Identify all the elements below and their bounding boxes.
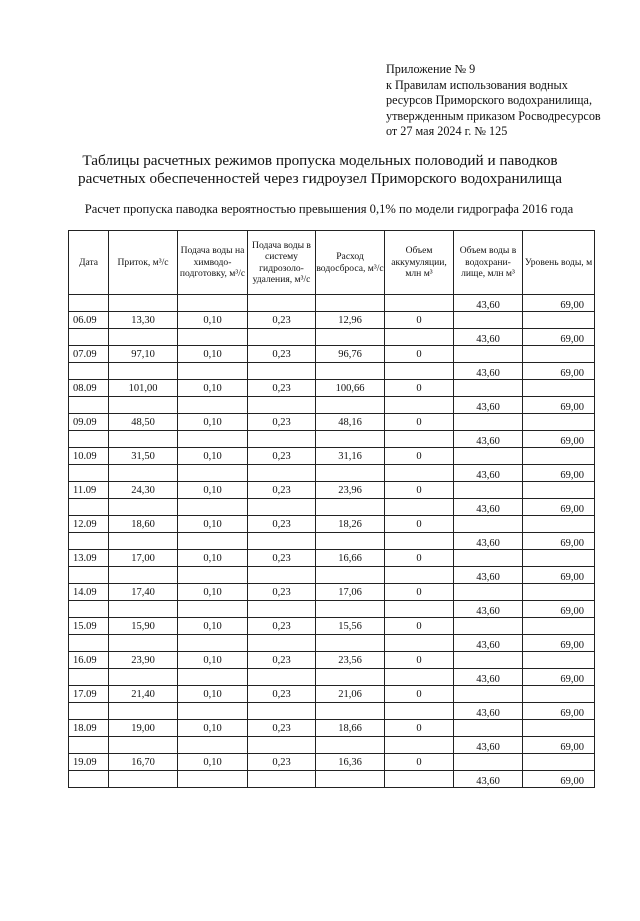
cell-accum: 0 xyxy=(385,312,454,329)
cell-volume: 43,60 xyxy=(454,703,523,720)
cell-chem: 0,10 xyxy=(178,550,248,567)
table-row xyxy=(69,686,595,703)
cell-level xyxy=(523,550,595,567)
table-row xyxy=(69,737,595,754)
cell-volume: 43,60 xyxy=(454,601,523,618)
cell-accum: 0 xyxy=(385,686,454,703)
cell-inflow xyxy=(109,737,178,754)
cell-discharge: 12,96 xyxy=(316,312,385,329)
cell-discharge: 48,16 xyxy=(316,414,385,431)
cell-inflow: 48,50 xyxy=(109,414,178,431)
cell-inflow: 23,90 xyxy=(109,652,178,669)
cell-ash xyxy=(248,363,316,380)
cell-discharge xyxy=(316,737,385,754)
table-row xyxy=(69,346,595,363)
cell-volume: 43,60 xyxy=(454,499,523,516)
cell-level xyxy=(523,652,595,669)
table-row xyxy=(69,363,595,380)
cell-level: 69,00 xyxy=(523,737,595,754)
cell-accum xyxy=(385,397,454,414)
cell-accum: 0 xyxy=(385,652,454,669)
header-accumulation: Объем аккумуляции, млн м³ xyxy=(385,231,454,295)
cell-accum xyxy=(385,669,454,686)
cell-level: 69,00 xyxy=(523,669,595,686)
cell-ash: 0,23 xyxy=(248,720,316,737)
cell-accum: 0 xyxy=(385,414,454,431)
table-row xyxy=(69,414,595,431)
cell-inflow: 101,00 xyxy=(109,380,178,397)
cell-volume xyxy=(454,312,523,329)
cell-chem: 0,10 xyxy=(178,448,248,465)
cell-date xyxy=(69,465,109,482)
cell-volume: 43,60 xyxy=(454,669,523,686)
cell-ash xyxy=(248,703,316,720)
cell-chem xyxy=(178,499,248,516)
cell-chem xyxy=(178,295,248,312)
cell-accum xyxy=(385,499,454,516)
cell-level: 69,00 xyxy=(523,635,595,652)
cell-discharge: 16,36 xyxy=(316,754,385,771)
cell-volume: 43,60 xyxy=(454,533,523,550)
appendix-line: Приложение № 9 xyxy=(386,62,476,76)
cell-chem xyxy=(178,669,248,686)
cell-chem xyxy=(178,329,248,346)
cell-level: 69,00 xyxy=(523,703,595,720)
cell-date: 15.09 xyxy=(69,618,109,635)
cell-inflow xyxy=(109,703,178,720)
cell-discharge xyxy=(316,499,385,516)
cell-chem: 0,10 xyxy=(178,482,248,499)
cell-inflow: 31,50 xyxy=(109,448,178,465)
cell-discharge: 18,66 xyxy=(316,720,385,737)
cell-volume xyxy=(454,652,523,669)
header-date: Дата xyxy=(69,231,109,295)
cell-chem: 0,10 xyxy=(178,618,248,635)
table-row xyxy=(69,516,595,533)
cell-volume xyxy=(454,346,523,363)
cell-chem xyxy=(178,465,248,482)
cell-discharge xyxy=(316,601,385,618)
table-row-initial xyxy=(69,295,595,312)
cell-date xyxy=(69,601,109,618)
cell-inflow: 13,30 xyxy=(109,312,178,329)
header-inflow: Приток, м³/с xyxy=(109,231,178,295)
cell-volume xyxy=(454,550,523,567)
cell-inflow: 19,00 xyxy=(109,720,178,737)
cell-date xyxy=(69,431,109,448)
cell-volume xyxy=(454,754,523,771)
table-row xyxy=(69,567,595,584)
table-row xyxy=(69,635,595,652)
table-row xyxy=(69,312,595,329)
cell-volume xyxy=(454,516,523,533)
cell-level: 69,00 xyxy=(523,567,595,584)
cell-volume: 43,60 xyxy=(454,363,523,380)
cell-ash: 0,23 xyxy=(248,516,316,533)
cell-date xyxy=(69,703,109,720)
cell-level xyxy=(523,312,595,329)
cell-discharge: 16,66 xyxy=(316,550,385,567)
cell-discharge: 21,06 xyxy=(316,686,385,703)
cell-level: 69,00 xyxy=(523,601,595,618)
cell-ash: 0,23 xyxy=(248,652,316,669)
cell-date xyxy=(69,567,109,584)
table-row xyxy=(69,720,595,737)
cell-discharge xyxy=(316,465,385,482)
cell-date: 17.09 xyxy=(69,686,109,703)
table-row xyxy=(69,703,595,720)
cell-accum xyxy=(385,567,454,584)
cell-level xyxy=(523,346,595,363)
header-ash-supply: Подача воды в систему гидрозоло-удаления, м³/с xyxy=(248,231,316,295)
cell-ash xyxy=(248,499,316,516)
cell-discharge: 23,96 xyxy=(316,482,385,499)
cell-accum: 0 xyxy=(385,720,454,737)
cell-chem: 0,10 xyxy=(178,584,248,601)
cell-accum xyxy=(385,771,454,788)
cell-discharge: 23,56 xyxy=(316,652,385,669)
cell-date xyxy=(69,295,109,312)
cell-volume xyxy=(454,686,523,703)
table-row xyxy=(69,329,595,346)
cell-ash: 0,23 xyxy=(248,414,316,431)
cell-inflow: 24,30 xyxy=(109,482,178,499)
cell-ash xyxy=(248,431,316,448)
cell-chem: 0,10 xyxy=(178,754,248,771)
appendix-line: ресурсов Приморского водохранилища, xyxy=(386,93,592,108)
appendix-line: утвержденным приказом Росводресурсов xyxy=(386,108,601,123)
cell-accum xyxy=(385,635,454,652)
cell-chem xyxy=(178,397,248,414)
cell-date xyxy=(69,635,109,652)
cell-date: 16.09 xyxy=(69,652,109,669)
cell-accum: 0 xyxy=(385,754,454,771)
table-row xyxy=(69,431,595,448)
cell-date xyxy=(69,737,109,754)
cell-ash xyxy=(248,669,316,686)
cell-date: 13.09 xyxy=(69,550,109,567)
cell-volume: 43,60 xyxy=(454,465,523,482)
cell-date xyxy=(69,329,109,346)
cell-accum: 0 xyxy=(385,380,454,397)
table-row xyxy=(69,618,595,635)
cell-ash xyxy=(248,601,316,618)
cell-chem xyxy=(178,431,248,448)
cell-date: 14.09 xyxy=(69,584,109,601)
cell-accum: 0 xyxy=(385,448,454,465)
cell-discharge: 96,76 xyxy=(316,346,385,363)
table-row xyxy=(69,465,595,482)
table-row xyxy=(69,652,595,669)
cell-date xyxy=(69,499,109,516)
cell-chem xyxy=(178,771,248,788)
cell-inflow xyxy=(109,567,178,584)
cell-discharge xyxy=(316,771,385,788)
cell-accum xyxy=(385,465,454,482)
appendix-note xyxy=(386,62,636,140)
cell-level xyxy=(523,516,595,533)
cell-date: 09.09 xyxy=(69,414,109,431)
cell-ash: 0,23 xyxy=(248,550,316,567)
cell-chem xyxy=(178,703,248,720)
cell-inflow xyxy=(109,771,178,788)
cell-discharge xyxy=(316,431,385,448)
cell-level xyxy=(523,720,595,737)
cell-accum: 0 xyxy=(385,584,454,601)
cell-accum xyxy=(385,363,454,380)
header-chem-supply: Подача воды на химводо-подготовку, м³/с xyxy=(178,231,248,295)
cell-volume: 43,60 xyxy=(454,431,523,448)
cell-inflow xyxy=(109,635,178,652)
cell-volume xyxy=(454,720,523,737)
table-row xyxy=(69,601,595,618)
cell-level xyxy=(523,618,595,635)
cell-ash xyxy=(248,329,316,346)
cell-accum: 0 xyxy=(385,618,454,635)
cell-ash xyxy=(248,295,316,312)
cell-level: 69,00 xyxy=(523,465,595,482)
cell-level xyxy=(523,584,595,601)
table-header-row xyxy=(69,231,595,295)
cell-accum xyxy=(385,431,454,448)
cell-discharge xyxy=(316,635,385,652)
cell-accum xyxy=(385,533,454,550)
cell-ash: 0,23 xyxy=(248,584,316,601)
cell-ash: 0,23 xyxy=(248,312,316,329)
cell-date xyxy=(69,771,109,788)
title-line-2: расчетных обеспеченностей через гидроузел Приморского водохранилища xyxy=(78,170,562,187)
cell-inflow: 97,10 xyxy=(109,346,178,363)
table-row xyxy=(69,380,595,397)
flood-routing-table xyxy=(68,230,595,788)
cell-date: 18.09 xyxy=(69,720,109,737)
cell-volume: 43,60 xyxy=(454,567,523,584)
cell-date xyxy=(69,669,109,686)
cell-discharge: 17,06 xyxy=(316,584,385,601)
cell-ash xyxy=(248,397,316,414)
cell-date: 19.09 xyxy=(69,754,109,771)
document-title xyxy=(0,152,640,188)
cell-discharge xyxy=(316,669,385,686)
table-row xyxy=(69,584,595,601)
cell-accum xyxy=(385,329,454,346)
cell-ash xyxy=(248,465,316,482)
cell-discharge xyxy=(316,363,385,380)
cell-accum xyxy=(385,295,454,312)
cell-ash xyxy=(248,533,316,550)
cell-inflow: 15,90 xyxy=(109,618,178,635)
cell-ash: 0,23 xyxy=(248,686,316,703)
cell-inflow xyxy=(109,363,178,380)
cell-accum: 0 xyxy=(385,482,454,499)
table-row xyxy=(69,771,595,788)
cell-volume: 43,60 xyxy=(454,771,523,788)
cell-volume: 43,60 xyxy=(454,737,523,754)
cell-accum xyxy=(385,703,454,720)
cell-discharge xyxy=(316,703,385,720)
cell-chem: 0,10 xyxy=(178,652,248,669)
cell-inflow: 21,40 xyxy=(109,686,178,703)
cell-inflow xyxy=(109,499,178,516)
cell-inflow xyxy=(109,533,178,550)
cell-level: 69,00 xyxy=(523,771,595,788)
cell-date xyxy=(69,363,109,380)
cell-chem: 0,10 xyxy=(178,312,248,329)
cell-chem: 0,10 xyxy=(178,720,248,737)
cell-level xyxy=(523,754,595,771)
cell-volume xyxy=(454,482,523,499)
cell-discharge: 15,56 xyxy=(316,618,385,635)
cell-inflow xyxy=(109,669,178,686)
cell-chem: 0,10 xyxy=(178,346,248,363)
cell-date: 11.09 xyxy=(69,482,109,499)
cell-volume: 43,60 xyxy=(454,397,523,414)
cell-chem: 0,10 xyxy=(178,380,248,397)
cell-volume: 43,60 xyxy=(454,295,523,312)
cell-discharge xyxy=(316,329,385,346)
cell-inflow: 18,60 xyxy=(109,516,178,533)
cell-chem: 0,10 xyxy=(178,414,248,431)
cell-level: 69,00 xyxy=(523,363,595,380)
cell-chem xyxy=(178,737,248,754)
cell-level: 69,00 xyxy=(523,329,595,346)
cell-inflow xyxy=(109,431,178,448)
cell-chem xyxy=(178,363,248,380)
cell-accum: 0 xyxy=(385,550,454,567)
cell-discharge xyxy=(316,295,385,312)
cell-accum: 0 xyxy=(385,346,454,363)
cell-inflow: 16,70 xyxy=(109,754,178,771)
cell-volume xyxy=(454,584,523,601)
table-row xyxy=(69,499,595,516)
cell-discharge xyxy=(316,533,385,550)
cell-ash: 0,23 xyxy=(248,482,316,499)
cell-ash xyxy=(248,771,316,788)
cell-chem: 0,10 xyxy=(178,686,248,703)
cell-date: 06.09 xyxy=(69,312,109,329)
cell-ash: 0,23 xyxy=(248,380,316,397)
cell-level: 69,00 xyxy=(523,499,595,516)
title-line-1: Таблицы расчетных режимов пропуска модельных половодий и паводков xyxy=(82,152,558,169)
cell-level: 69,00 xyxy=(523,431,595,448)
table-row xyxy=(69,397,595,414)
cell-level: 69,00 xyxy=(523,295,595,312)
cell-volume: 43,60 xyxy=(454,329,523,346)
cell-discharge xyxy=(316,397,385,414)
cell-ash xyxy=(248,635,316,652)
cell-discharge: 100,66 xyxy=(316,380,385,397)
table-row xyxy=(69,448,595,465)
cell-inflow xyxy=(109,397,178,414)
header-reservoir-volume: Объем воды в водохрани-лище, млн м³ xyxy=(454,231,523,295)
appendix-line: к Правилам использования водных xyxy=(386,77,568,92)
cell-chem xyxy=(178,635,248,652)
appendix-line: от 27 мая 2024 г. № 125 xyxy=(386,124,508,139)
cell-date xyxy=(69,397,109,414)
table-row xyxy=(69,550,595,567)
cell-inflow xyxy=(109,465,178,482)
table-caption: Расчет пропуска паводка вероятностью превышения 0,1% по модели гидрографа 2016 года xyxy=(84,202,574,216)
table-row xyxy=(69,669,595,686)
table-row xyxy=(69,533,595,550)
header-water-level: Уровень воды, м xyxy=(523,231,595,295)
cell-inflow xyxy=(109,601,178,618)
cell-chem xyxy=(178,533,248,550)
cell-level xyxy=(523,448,595,465)
cell-chem xyxy=(178,601,248,618)
cell-inflow xyxy=(109,295,178,312)
cell-inflow: 17,00 xyxy=(109,550,178,567)
cell-discharge: 31,16 xyxy=(316,448,385,465)
cell-date: 07.09 xyxy=(69,346,109,363)
cell-date: 10.09 xyxy=(69,448,109,465)
cell-discharge xyxy=(316,567,385,584)
cell-accum xyxy=(385,737,454,754)
cell-chem: 0,10 xyxy=(178,516,248,533)
cell-accum xyxy=(385,601,454,618)
cell-date xyxy=(69,533,109,550)
cell-inflow xyxy=(109,329,178,346)
cell-level: 69,00 xyxy=(523,533,595,550)
cell-ash: 0,23 xyxy=(248,754,316,771)
cell-volume xyxy=(454,618,523,635)
cell-volume xyxy=(454,380,523,397)
cell-level xyxy=(523,482,595,499)
cell-inflow: 17,40 xyxy=(109,584,178,601)
cell-accum: 0 xyxy=(385,516,454,533)
cell-date: 08.09 xyxy=(69,380,109,397)
cell-level: 69,00 xyxy=(523,397,595,414)
table-row xyxy=(69,754,595,771)
cell-volume: 43,60 xyxy=(454,635,523,652)
cell-level xyxy=(523,380,595,397)
cell-ash xyxy=(248,567,316,584)
cell-discharge: 18,26 xyxy=(316,516,385,533)
cell-volume xyxy=(454,414,523,431)
cell-chem xyxy=(178,567,248,584)
cell-volume xyxy=(454,448,523,465)
cell-ash xyxy=(248,737,316,754)
table-row xyxy=(69,482,595,499)
cell-ash: 0,23 xyxy=(248,448,316,465)
cell-date: 12.09 xyxy=(69,516,109,533)
cell-level xyxy=(523,414,595,431)
cell-ash: 0,23 xyxy=(248,618,316,635)
cell-ash: 0,23 xyxy=(248,346,316,363)
header-discharge: Расход водосброса, м³/с xyxy=(316,231,385,295)
cell-level xyxy=(523,686,595,703)
